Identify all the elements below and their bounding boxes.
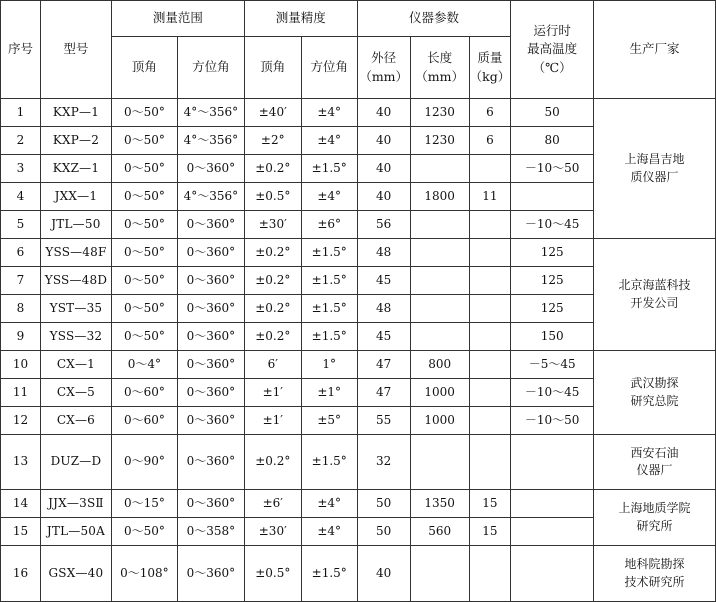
cell-model: JTL—50A — [40, 518, 111, 546]
cell-mass — [469, 239, 511, 267]
cell-range-top: 0～50° — [111, 518, 177, 546]
cell-acc-az: 1° — [301, 351, 357, 379]
header-model: 型号 — [40, 1, 111, 99]
cell-acc-az: ±1.5° — [301, 155, 357, 183]
cell-len — [410, 323, 469, 351]
table-row — [1, 435, 716, 490]
cell-len — [410, 435, 469, 490]
header-max-temp-l1: 运行时 — [533, 23, 571, 39]
cell-manufacturer — [594, 351, 716, 435]
header-acc-az: 方位角 — [301, 37, 357, 99]
cell-range-az: 0～360° — [177, 211, 244, 239]
cell-acc-az: ±1° — [301, 379, 357, 407]
cell-acc-az: ±1.5° — [301, 267, 357, 295]
cell-model: DUZ—D — [40, 435, 111, 490]
manufacturer-line-2: 开发公司 — [630, 295, 679, 310]
manufacturer-line-2: 研究所 — [636, 518, 673, 533]
cell-range-az: 0～360° — [177, 155, 244, 183]
cell-range-top: 0～50° — [111, 295, 177, 323]
cell-range-top: 0～50° — [111, 127, 177, 155]
cell-range-top: 0～50° — [111, 267, 177, 295]
table-row — [1, 546, 716, 602]
cell-od: 32 — [357, 435, 410, 490]
cell-len: 1000 — [410, 379, 469, 407]
cell-range-az: 4°～356° — [177, 183, 244, 211]
header-od-l2: （mm） — [359, 68, 409, 84]
header-max-temp — [511, 1, 594, 99]
cell-range-az: 4°～356° — [177, 99, 244, 127]
cell-temp — [511, 490, 594, 518]
header-range-az: 方位角 — [177, 37, 244, 99]
header-mass — [469, 37, 511, 99]
cell-od: 47 — [357, 351, 410, 379]
cell-acc-top: ±0.2° — [244, 295, 301, 323]
cell-range-az: 0～360° — [177, 351, 244, 379]
cell-mass — [469, 155, 511, 183]
cell-temp: 80 — [511, 127, 594, 155]
cell-od: 45 — [357, 267, 410, 295]
cell-model: KXZ—1 — [40, 155, 111, 183]
cell-manufacturer — [594, 546, 716, 602]
cell-model: GSX—40 — [40, 546, 111, 602]
cell-acc-az: ±6° — [301, 211, 357, 239]
cell-mass — [469, 407, 511, 435]
manufacturer-line-2: 研究总院 — [630, 393, 679, 408]
cell-len — [410, 239, 469, 267]
cell-mass — [469, 435, 511, 490]
cell-seq: 6 — [1, 239, 41, 267]
cell-temp — [511, 183, 594, 211]
cell-seq: 10 — [1, 351, 41, 379]
cell-range-top: 0～15° — [111, 490, 177, 518]
cell-range-az: 0～360° — [177, 490, 244, 518]
cell-seq: 15 — [1, 518, 41, 546]
header-manufacturer: 生产厂家 — [594, 1, 716, 99]
cell-seq: 11 — [1, 379, 41, 407]
cell-range-top: 0～50° — [111, 323, 177, 351]
cell-mass — [469, 546, 511, 602]
cell-acc-az: ±4° — [301, 518, 357, 546]
header-od-l1: 外径 — [371, 50, 397, 66]
header-len-l2: （mm） — [415, 68, 465, 84]
cell-acc-top: ±0.2° — [244, 267, 301, 295]
cell-len — [410, 267, 469, 295]
cell-acc-top: ±0.2° — [244, 239, 301, 267]
cell-acc-top: ±0.2° — [244, 155, 301, 183]
manufacturer-line-1: 武汉勘探 — [630, 376, 679, 391]
cell-len — [410, 546, 469, 602]
cell-mass — [469, 351, 511, 379]
cell-range-az: 0～360° — [177, 546, 244, 602]
cell-od: 50 — [357, 490, 410, 518]
cell-range-top: 0～90° — [111, 435, 177, 490]
cell-seq: 12 — [1, 407, 41, 435]
cell-acc-az: ±4° — [301, 99, 357, 127]
table-body — [1, 99, 716, 602]
cell-seq: 8 — [1, 295, 41, 323]
cell-range-top: 0～50° — [111, 155, 177, 183]
cell-od: 48 — [357, 295, 410, 323]
manufacturer-line-1: 上海地质学院 — [618, 501, 691, 516]
cell-model: YSS—32 — [40, 323, 111, 351]
cell-od: 47 — [357, 379, 410, 407]
cell-mass — [469, 379, 511, 407]
cell-acc-az: ±4° — [301, 127, 357, 155]
cell-acc-top: ±6′ — [244, 490, 301, 518]
cell-acc-top: ±2° — [244, 127, 301, 155]
cell-temp — [511, 546, 594, 602]
header-max-temp-l2: 最高温度 — [527, 41, 578, 57]
header-od — [357, 37, 410, 99]
cell-acc-top: ±0.2° — [244, 323, 301, 351]
cell-range-top: 0～50° — [111, 239, 177, 267]
cell-acc-top: ±0.5° — [244, 183, 301, 211]
cell-model: KXP—2 — [40, 127, 111, 155]
manufacturer-line-1: 地科院勘探 — [624, 557, 685, 572]
cell-range-az: 0～360° — [177, 323, 244, 351]
cell-temp: －10～45 — [511, 211, 594, 239]
cell-range-top: 0～60° — [111, 407, 177, 435]
cell-model: KXP—1 — [40, 99, 111, 127]
manufacturer-line-1: 上海昌吉地 — [624, 152, 685, 167]
cell-range-top: 0～50° — [111, 183, 177, 211]
cell-range-az: 0～360° — [177, 295, 244, 323]
cell-od: 40 — [357, 183, 410, 211]
cell-temp: －10～50 — [511, 155, 594, 183]
cell-len — [410, 155, 469, 183]
cell-manufacturer — [594, 239, 716, 351]
cell-mass — [469, 267, 511, 295]
cell-acc-az: ±1.5° — [301, 295, 357, 323]
cell-mass — [469, 323, 511, 351]
cell-range-top: 0～4° — [111, 351, 177, 379]
cell-range-az: 0～360° — [177, 267, 244, 295]
cell-acc-az: ±1.5° — [301, 323, 357, 351]
header-len — [410, 37, 469, 99]
table-row — [1, 490, 716, 518]
cell-acc-top: ±30′ — [244, 518, 301, 546]
cell-model: YST—35 — [40, 295, 111, 323]
cell-len — [410, 295, 469, 323]
cell-od: 40 — [357, 127, 410, 155]
cell-temp: －10～50 — [511, 407, 594, 435]
cell-model: CX—5 — [40, 379, 111, 407]
cell-od: 45 — [357, 323, 410, 351]
cell-range-top: 0～50° — [111, 99, 177, 127]
header-len-l1: 长度 — [427, 50, 453, 66]
cell-range-top: 0～60° — [111, 379, 177, 407]
cell-len — [410, 211, 469, 239]
cell-mass: 11 — [469, 183, 511, 211]
manufacturer-line-2: 技术研究所 — [624, 574, 685, 589]
cell-range-az: 0～360° — [177, 435, 244, 490]
cell-acc-az: ±4° — [301, 490, 357, 518]
header-range: 测量范围 — [111, 1, 244, 37]
cell-seq: 2 — [1, 127, 41, 155]
header-params: 仪器参数 — [357, 1, 511, 37]
cell-model: CX—1 — [40, 351, 111, 379]
cell-len: 1800 — [410, 183, 469, 211]
cell-acc-az: ±5° — [301, 407, 357, 435]
cell-range-az: 0～358° — [177, 518, 244, 546]
cell-range-top: 0～108° — [111, 546, 177, 602]
cell-temp: 50 — [511, 99, 594, 127]
manufacturer-line-1: 北京海蓝科技 — [618, 278, 691, 293]
cell-seq: 4 — [1, 183, 41, 211]
header-range-top: 顶角 — [111, 37, 177, 99]
cell-acc-az: ±1.5° — [301, 239, 357, 267]
header-mass-l1: 质量 — [477, 50, 503, 66]
cell-len: 1230 — [410, 99, 469, 127]
cell-range-az: 4°～356° — [177, 127, 244, 155]
cell-acc-top: 6′ — [244, 351, 301, 379]
cell-mass — [469, 295, 511, 323]
manufacturer-line-2: 仪器厂 — [636, 463, 673, 477]
cell-od: 40 — [357, 99, 410, 127]
cell-acc-top: ±1′ — [244, 379, 301, 407]
cell-manufacturer — [594, 490, 716, 546]
cell-temp: 125 — [511, 267, 594, 295]
cell-manufacturer — [594, 99, 716, 239]
manufacturer-line-1: 西安石油 — [630, 445, 679, 460]
cell-mass: 15 — [469, 490, 511, 518]
header-seq: 序号 — [1, 1, 41, 99]
cell-seq: 1 — [1, 99, 41, 127]
cell-seq: 3 — [1, 155, 41, 183]
cell-temp: 125 — [511, 239, 594, 267]
cell-acc-top: ±0.5° — [244, 546, 301, 602]
cell-seq: 9 — [1, 323, 41, 351]
cell-range-top: 0～50° — [111, 211, 177, 239]
cell-temp — [511, 435, 594, 490]
cell-model: CX—6 — [40, 407, 111, 435]
cell-temp — [511, 518, 594, 546]
header-acc-top: 顶角 — [244, 37, 301, 99]
cell-range-az: 0～360° — [177, 407, 244, 435]
cell-seq: 5 — [1, 211, 41, 239]
cell-temp: 125 — [511, 295, 594, 323]
manufacturer-line-2: 质仪器厂 — [630, 169, 679, 184]
cell-od: 55 — [357, 407, 410, 435]
cell-od: 50 — [357, 518, 410, 546]
cell-temp: －5～45 — [511, 351, 594, 379]
cell-acc-top: ±0.2° — [244, 435, 301, 490]
cell-temp: 150 — [511, 323, 594, 351]
cell-od: 56 — [357, 211, 410, 239]
cell-acc-az: ±1.5° — [301, 435, 357, 490]
table-row — [1, 239, 716, 267]
cell-od: 40 — [357, 155, 410, 183]
cell-model: JTL—50 — [40, 211, 111, 239]
header-max-temp-l3: （℃） — [532, 59, 572, 75]
table-row — [1, 99, 716, 127]
cell-od: 40 — [357, 546, 410, 602]
cell-mass: 6 — [469, 99, 511, 127]
cell-manufacturer — [594, 435, 716, 490]
cell-seq: 14 — [1, 490, 41, 518]
cell-len: 1000 — [410, 407, 469, 435]
table-row — [1, 351, 716, 379]
cell-len: 800 — [410, 351, 469, 379]
cell-len: 1230 — [410, 127, 469, 155]
cell-model: YSS—48D — [40, 267, 111, 295]
cell-acc-top: ±40′ — [244, 99, 301, 127]
cell-seq: 13 — [1, 435, 41, 490]
header-mass-l2: （kg） — [469, 68, 511, 84]
cell-mass: 15 — [469, 518, 511, 546]
cell-acc-az: ±4° — [301, 183, 357, 211]
cell-len: 1350 — [410, 490, 469, 518]
cell-seq: 16 — [1, 546, 41, 602]
cell-len: 560 — [410, 518, 469, 546]
cell-seq: 7 — [1, 267, 41, 295]
cell-range-az: 0～360° — [177, 239, 244, 267]
cell-mass: 6 — [469, 127, 511, 155]
cell-model: JJX—3SⅡ — [40, 490, 111, 518]
cell-mass — [469, 211, 511, 239]
cell-acc-az: ±1.5° — [301, 546, 357, 602]
header-accuracy: 测量精度 — [244, 1, 357, 37]
cell-acc-top: ±1′ — [244, 407, 301, 435]
header-row-1 — [1, 1, 716, 37]
cell-model: JXX—1 — [40, 183, 111, 211]
cell-acc-top: ±30′ — [244, 211, 301, 239]
cell-od: 48 — [357, 239, 410, 267]
cell-model: YSS—48F — [40, 239, 111, 267]
cell-range-az: 0～360° — [177, 379, 244, 407]
cell-temp: －10～45 — [511, 379, 594, 407]
